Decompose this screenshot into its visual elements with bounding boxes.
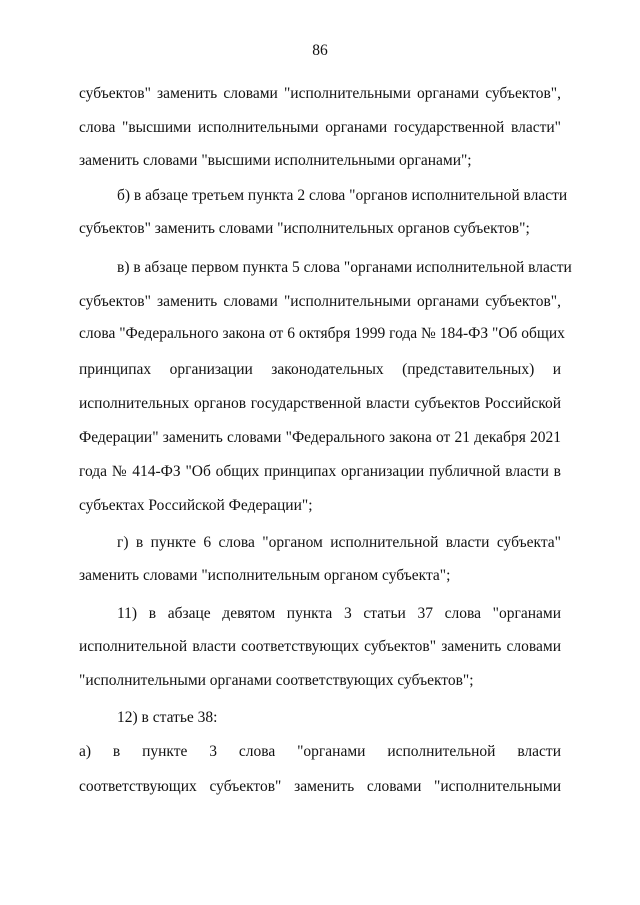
text-line: заменить словами "высшими исполнительными органами"; [79, 152, 472, 169]
text-line: слова "Федерального закона от 6 октября 1999 года № 184-ФЗ "Об общих [79, 325, 565, 342]
text-line: в) в абзаце первом пункта 5 слова "органами исполнительной власти [117, 259, 572, 276]
text-line: 12) в статье 38: [117, 709, 218, 726]
text-line: б) в абзаце третьем пункта 2 слова "органов исполнительной власти [117, 187, 568, 204]
page-number: 86 [312, 42, 328, 59]
text-line: субъектов" заменить словами "исполнительными органами субъектов", [79, 85, 561, 102]
text-line: исполнительных органов государственной власти субъектов Российской [79, 395, 561, 412]
text-line: заменить словами "исполнительным органом субъекта"; [79, 567, 451, 584]
text-line: 11) в абзаце девятом пункта 3 статьи 37 слова "органами [117, 605, 561, 622]
text-line: субъектов" заменить словами "исполнительными органами субъектов", [79, 293, 561, 310]
text-line: принципах организации законодательных (представительных) и [79, 361, 561, 378]
text-line: года № 414-ФЗ "Об общих принципах организации публичной власти в [79, 463, 561, 480]
text-line: г) в пункте 6 слова "органом исполнительной власти субъекта" [117, 534, 561, 551]
text-line: а) в пункте 3 слова "органами исполнительной власти [79, 743, 561, 760]
text-line: субъектов" заменить словами "исполнительных органов субъектов"; [79, 220, 530, 237]
text-line: субъектах Российской Федерации"; [79, 497, 313, 514]
text-line: Федерации" заменить словами "Федерального закона от 21 декабря 2021 [79, 429, 561, 446]
text-line: "исполнительными органами соответствующих субъектов"; [79, 672, 474, 689]
text-line: слова "высшими исполнительными органами государственной власти" [79, 119, 561, 136]
text-line: исполнительной власти соответствующих субъектов" заменить словами [79, 638, 561, 655]
text-line: соответствующих субъектов" заменить словами "исполнительными [79, 778, 561, 795]
